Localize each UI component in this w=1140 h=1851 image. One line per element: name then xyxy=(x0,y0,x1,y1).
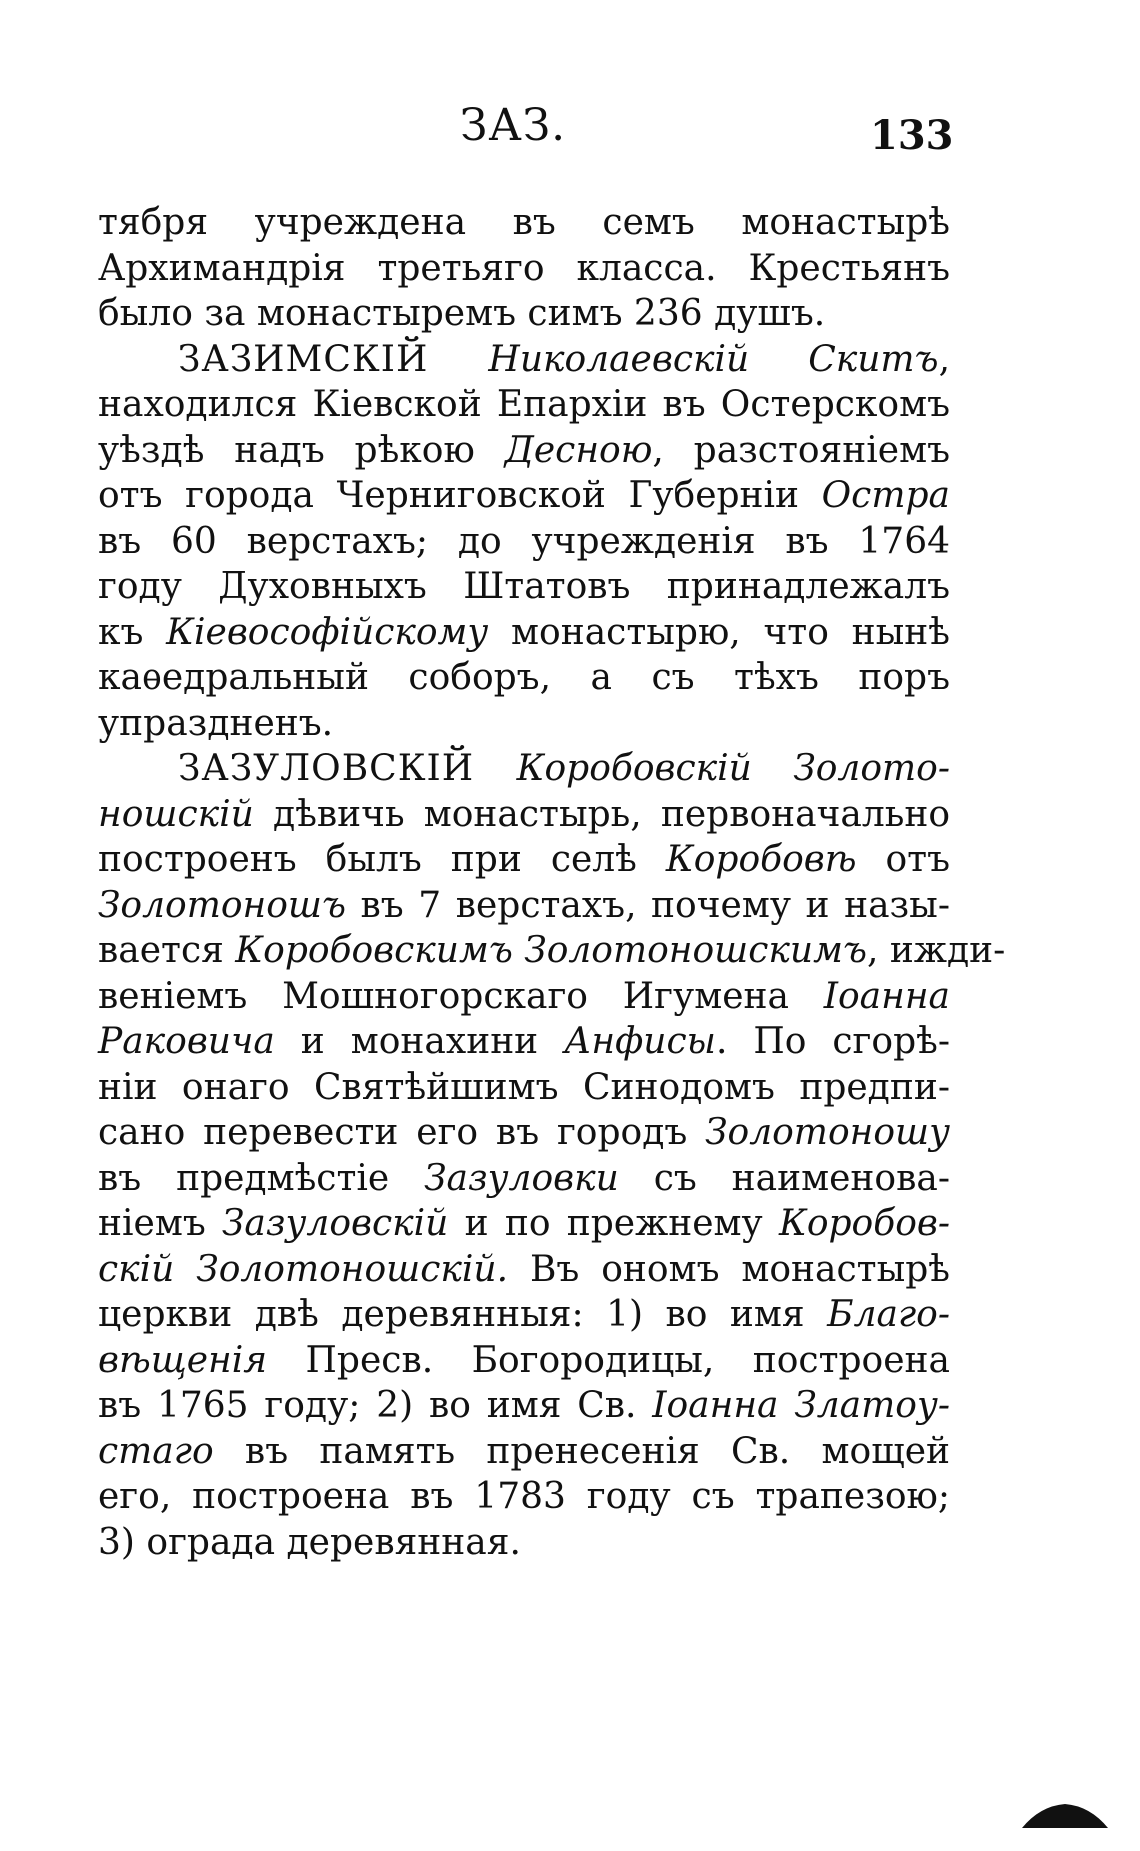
text-segment: Въ ономъ монастырѣ xyxy=(508,1248,950,1290)
italic-text: Іоанна xyxy=(823,975,950,1017)
text-line xyxy=(98,1520,950,1566)
text-segment: тября учреждена въ семъ монастырѣ xyxy=(98,202,950,243)
text-line xyxy=(98,701,950,747)
text-segment: церкви двѣ деревянныя: 1) во имя xyxy=(98,1294,828,1335)
italic-text: Коробовскій Золото- xyxy=(516,748,950,789)
text-segment: веніемъ Мошногорскаго Игумена xyxy=(98,975,824,1017)
text-segment: монастырю, что нынѣ xyxy=(488,611,950,653)
text-line xyxy=(98,1065,950,1111)
italic-text: Коробовскимъ Золотоношскимъ xyxy=(235,930,867,971)
text-line xyxy=(98,1156,950,1202)
text-segment: уѣздѣ надъ рѣкою xyxy=(98,429,505,471)
italic-text: Іоанна Златоу- xyxy=(652,1385,950,1426)
text-line xyxy=(98,610,950,656)
italic-text: Коробовѣ xyxy=(665,839,857,880)
text-line xyxy=(98,428,950,474)
text-segment: въ 7 верстахъ, почему и назы- xyxy=(346,884,950,926)
text-segment: построенъ былъ при селѣ xyxy=(98,839,666,880)
text-segment: его, построена въ 1783 году съ трапезою; xyxy=(98,1476,950,1517)
text-segment: отъ города Черниговской Губерніи xyxy=(98,475,822,516)
italic-text: Кіевософійскому xyxy=(166,611,489,653)
text-segment: ніемъ xyxy=(98,1203,222,1244)
text-line xyxy=(98,246,950,292)
text-line xyxy=(98,792,950,838)
text-segment: Пресв. Богородицы, построена xyxy=(267,1339,950,1381)
text-line xyxy=(98,1110,950,1156)
text-line xyxy=(98,883,950,929)
text-line xyxy=(98,473,950,519)
text-segment: находился Кіевской Епархіи въ Остерскомъ xyxy=(98,384,950,425)
text-line xyxy=(98,1201,950,1247)
text-segment: въ предмѣстіе xyxy=(98,1157,425,1199)
italic-text: стаго xyxy=(98,1430,214,1472)
italic-text: Десною xyxy=(504,429,653,471)
text-segment: въ память пренесенія Св. мощей xyxy=(213,1430,950,1472)
text-segment: , разстояніемъ xyxy=(652,429,950,471)
text-segment: сано перевести его въ городъ xyxy=(98,1112,706,1153)
text-line xyxy=(98,291,950,337)
text-line xyxy=(98,519,950,565)
text-segment: дѣвичь монастырь, первоначально xyxy=(253,793,950,835)
body-text xyxy=(98,200,1006,1565)
italic-text: Николаевскій Скитъ xyxy=(488,338,939,380)
italic-text: Коробов- xyxy=(778,1203,950,1244)
text-segment: упраздненъ. xyxy=(98,702,334,744)
italic-text: Зазуловскій xyxy=(221,1203,449,1244)
text-line xyxy=(98,200,950,246)
italic-text: Золотоношу xyxy=(705,1112,950,1153)
heading-word: ЗАЗУЛОВСКІЙ xyxy=(178,748,517,789)
text-segment: . По сгорѣ- xyxy=(715,1021,951,1062)
heading-word: ЗАЗИМСКІЙ xyxy=(178,338,489,380)
text-line xyxy=(98,564,950,610)
text-segment: въ 1765 году; 2) во имя Св. xyxy=(98,1385,653,1426)
text-segment: въ 60 верстахъ; до учрежденія въ 1764 xyxy=(98,520,950,562)
text-line xyxy=(98,655,950,701)
text-line xyxy=(98,1429,950,1475)
italic-text: Зазуловки xyxy=(424,1157,619,1199)
text-line xyxy=(98,837,950,883)
text-line xyxy=(98,1247,950,1293)
text-line xyxy=(98,1474,950,1520)
text-segment: отъ xyxy=(856,839,950,880)
text-line xyxy=(98,746,950,792)
italic-text: Анфисы xyxy=(564,1021,716,1062)
text-segment: къ xyxy=(98,611,167,653)
text-segment: , xyxy=(938,338,951,380)
text-segment: ніи онаго Святѣйшимъ Синодомъ предпи- xyxy=(98,1066,950,1108)
italic-text: Раковича xyxy=(98,1021,275,1062)
printer-ornament-icon xyxy=(1020,1800,1110,1830)
text-line xyxy=(98,1383,950,1429)
page-number: 133 xyxy=(870,112,954,159)
text-line xyxy=(98,1019,950,1065)
italic-text: вѣщенія xyxy=(98,1339,268,1381)
italic-text: Благо- xyxy=(827,1294,950,1335)
text-segment: вается xyxy=(98,930,236,971)
text-segment: было за монастыремъ симъ 236 душъ. xyxy=(98,293,826,334)
italic-text: Золотоношъ xyxy=(98,884,346,926)
text-line xyxy=(98,382,950,428)
text-segment: 3) ограда деревянная. xyxy=(98,1521,521,1563)
text-line xyxy=(98,337,950,383)
text-segment: и по прежнему xyxy=(448,1203,779,1244)
text-segment: и монахини xyxy=(274,1021,565,1062)
italic-text: скій Золотоношскій. xyxy=(98,1248,509,1290)
running-head: ЗАЗ. xyxy=(460,100,567,151)
text-segment: году Духовныхъ Штатовъ принадлежалъ xyxy=(98,566,950,607)
text-segment: , ижди- xyxy=(866,930,1006,971)
text-line xyxy=(98,1292,950,1338)
text-segment: каѳедральный соборъ, а съ тѣхъ поръ xyxy=(98,657,950,698)
text-line xyxy=(98,974,950,1020)
text-line xyxy=(98,928,1006,974)
italic-text: ношскій xyxy=(98,793,254,835)
text-segment: съ наименова- xyxy=(618,1157,950,1199)
text-line xyxy=(98,1338,950,1384)
italic-text: Остра xyxy=(821,475,950,516)
text-segment: Архимандрія третьяго класса. Крестьянъ xyxy=(98,247,950,289)
